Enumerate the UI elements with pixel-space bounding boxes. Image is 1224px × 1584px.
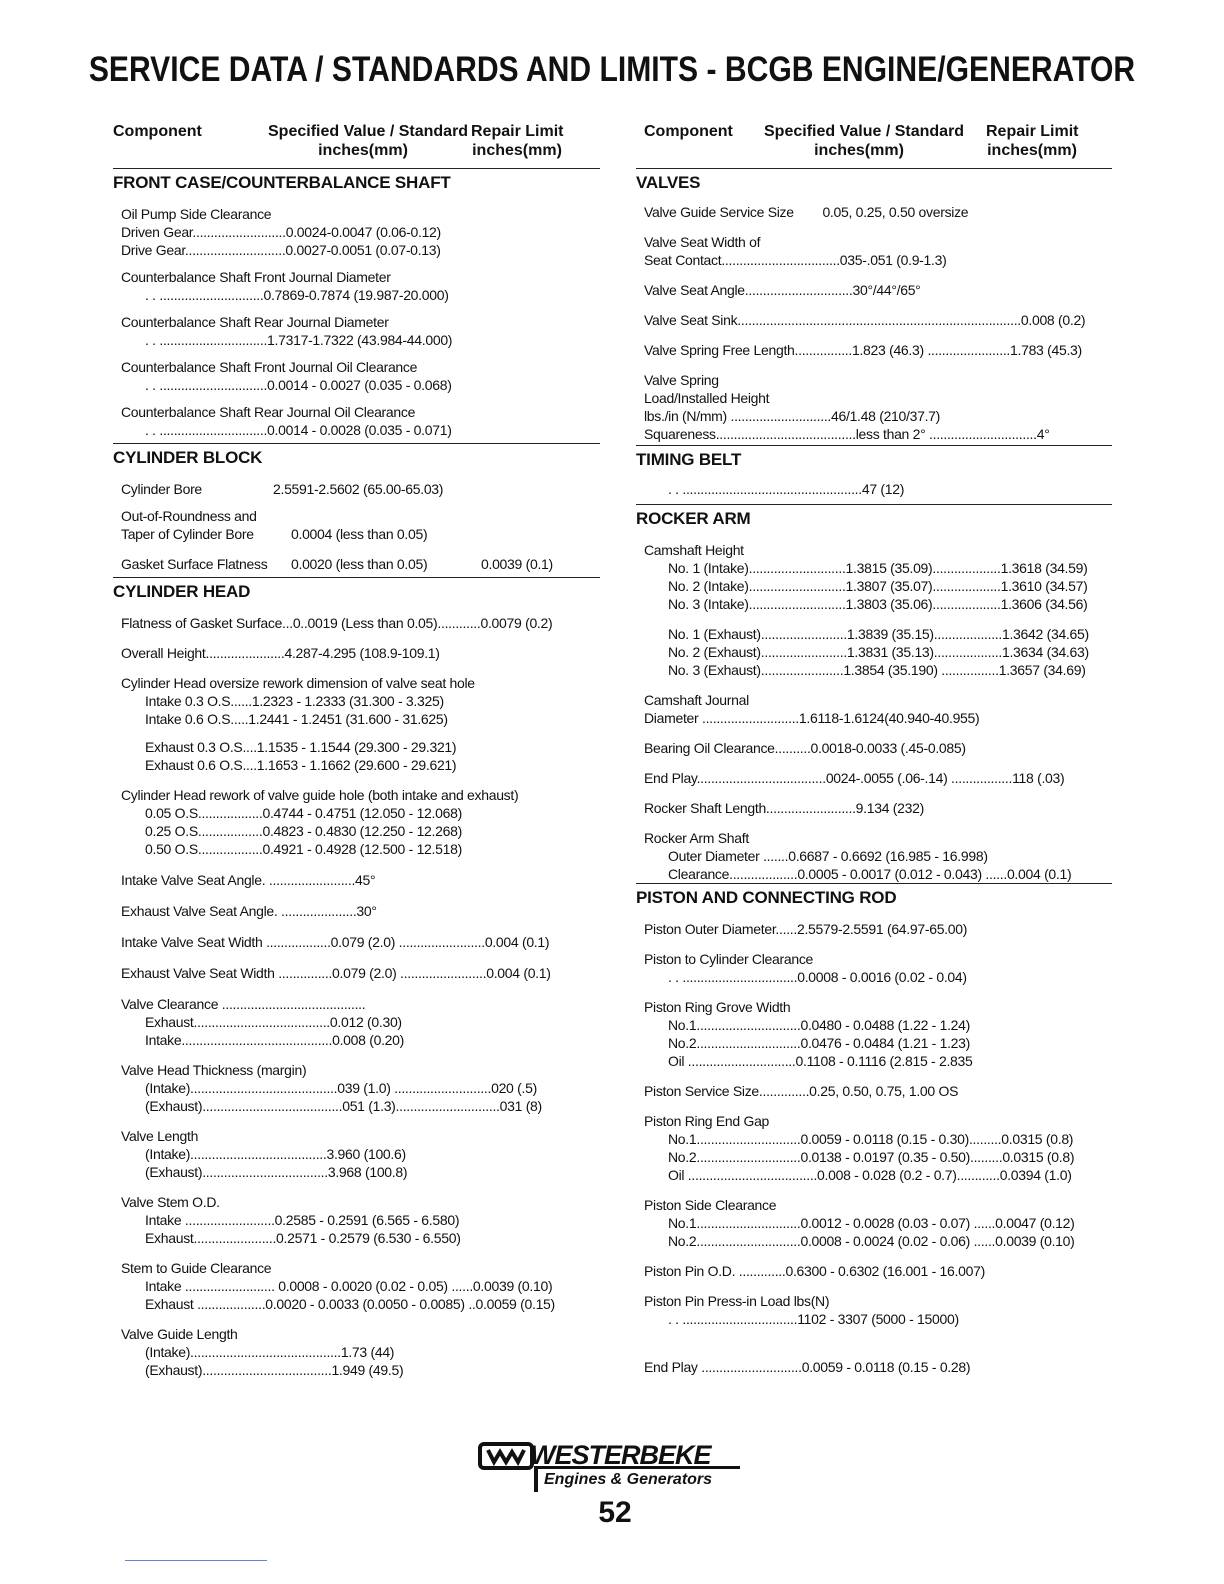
rocker-arm-shaft: Rocker Arm Shaft Outer Diameter .......0.6687 - 0.6692 (16.985 - 16.998) Clearance...................0.0005 - 0.0017 (0.012 - 0.043) ......0.004 (0.1) <box>644 830 1072 882</box>
out-of-roundness: Out-of-Roundness and Taper of Cylinder Bore 0.0004 (less than 0.05) <box>121 508 428 542</box>
brand-name: WESTERBEKE <box>530 1440 711 1470</box>
page-number: 52 <box>598 1496 632 1529</box>
camshaft-height-intake: Camshaft Height No. 1 (Intake)...........................1.3815 (35.09)...................1.3618 (34.59) No. 2 (Intake)...........................1.3807 (35.07)...................1.3610 (34.57) No. 3 (Intake)...........................1.3803 (35.06)...................1.3606 (34.56) <box>644 542 1088 612</box>
right-column-header <box>636 120 1112 169</box>
exhaust-valve-seat-width: Exhaust Valve Seat Width ...............0.079 (2.0) ........................0.004 (0.1) <box>121 965 551 981</box>
piston-side-clearance: Piston Side Clearance No.1.............................0.0012 - 0.0028 (0.03 - 0.07) ......0.0047 (0.12) No.2.............................0.0008 - 0.0024 (0.02 - 0.06) ......0.0039 (0.10) <box>644 1197 1075 1249</box>
piston-pin-od: Piston Pin O.D. .............0.6300 - 0.6302 (16.001 - 16.007) <box>644 1263 985 1279</box>
left-column-header <box>113 120 600 169</box>
piston-end-play: End Play ............................0.0059 - 0.0118 (0.15 - 0.28) <box>644 1359 971 1375</box>
westerbeke-logo <box>478 1440 748 1500</box>
cb-front-journal-oil-clearance: Counterbalance Shaft Front Journal Oil Clearance . . ..............................0.0014 - 0.0027 (0.035 - 0.068) <box>121 359 452 393</box>
valve-guide-length: Valve Guide Length (Intake)..........................................1.73 (44) (Exhaust)....................................1.949 (49.5) <box>121 1326 404 1378</box>
valve-clearance: Valve Clearance ........................................ Exhaust......................................0.012 (0.30) Intake..........................................0.008 (0.20) <box>121 996 404 1048</box>
valve-guide-hole-rework: Cylinder Head rework of valve guide hole (both intake and exhaust) 0.05 O.S..................0.4744 - 0.4751 (12.050 - 12.068) 0.25 O.S..................0.4823 - 0.4830 (12.250 - 12.268) 0.50 O.S..................0.4921 - 0.4928 (12.500 - 12.518) <box>121 787 519 857</box>
intake-valve-seat-angle: Intake Valve Seat Angle. ........................45° <box>121 872 376 888</box>
valve-guide-service-size: Valve Guide Service Size 0.05, 0.25, 0.50 oversize <box>644 204 969 220</box>
section-cylinder-block: CYLINDER BLOCK <box>113 443 600 470</box>
piston-ring-groove-width: Piston Ring Grove Width No.1.............................0.0480 - 0.0488 (1.22 - 1.24) No.2.............................0.0476 - 0.0484 (1.21 - 1.23) Oil ..............................0.1108 - 0.1116 (2.815 - 2.835 <box>644 999 973 1069</box>
cb-rear-journal-diameter: Counterbalance Shaft Rear Journal Diameter . . ..............................1.7317-1.7322 (43.984-44.000) <box>121 314 453 348</box>
section-front-case: FRONT CASE/COUNTERBALANCE SHAFT <box>113 173 451 192</box>
valve-length: Valve Length (Intake)......................................3.960 (100.6) (Exhaust)...................................3.968 (100.8) <box>121 1128 408 1180</box>
cylinder-bore: Cylinder Bore 2.5591-2.5602 (65.00-65.03) <box>121 481 444 497</box>
gasket-surface-flatness: Gasket Surface Flatness 0.0020 (less than 0.05) 0.0039 (0.1) <box>121 556 553 572</box>
valve-spring-free-length: Valve Spring Free Length................1.823 (46.3) .......................1.783 (45.3) <box>644 342 1082 358</box>
oil-pump-side-clearance: Oil Pump Side Clearance Driven Gear..........................0.0024-0.0047 (0.06-0.12) Drive Gear............................0.0027-0.0051 (0.07-0.13) <box>121 206 441 258</box>
left-column <box>113 120 600 1379</box>
specified-header: Specified Value / Standard inches(mm) <box>268 123 469 159</box>
section-timing-belt: TIMING BELT <box>636 445 1112 472</box>
footer-rule <box>125 1560 267 1561</box>
flatness-gasket-surface: Flatness of Gasket Surface...0..0019 (Less than 0.05)............0.0079 (0.2) <box>121 615 553 631</box>
camshaft-height-exhaust: No. 1 (Exhaust)........................1.3839 (35.15)...................1.3642 (34.65) No. 2 (Exhaust)........................1.3831 (35.13)...................1.3634 (34.63) No. 3 (Exhaust).......................1.3854 (35.190) ................1.3657 (34.69) <box>668 626 1089 678</box>
intake-valve-seat-width: Intake Valve Seat Width ..................0.079 (2.0) ........................0.004 (0.1) <box>121 934 550 950</box>
valve-seat-sink: Valve Seat Sink...............................................................................0.008 (0.2) <box>644 312 1086 328</box>
cb-rear-journal-oil-clearance: Counterbalance Shaft Rear Journal Oil Clearance . . ..............................0.0014 - 0.0028 (0.035 - 0.071) <box>121 404 452 438</box>
repair-limit-header: Repair Limit inches(mm) <box>986 123 1079 159</box>
section-cylinder-head: CYLINDER HEAD <box>113 577 600 604</box>
right-column <box>636 120 1112 1376</box>
component-header: Component <box>113 123 202 140</box>
piston-service-size: Piston Service Size..............0.25, 0.50, 0.75, 1.00 OS <box>644 1083 959 1099</box>
valve-seat-hole-rework: Cylinder Head oversize rework dimension of valve seat hole Intake 0.3 O.S......1.2323 - 1.2333 (31.300 - 3.325) Intake 0.6 O.S.....1.2441 - 1.2451 (31.600 - 31.625) Exhaust 0.3 O.S....1.1535 - 1.1544 (29.300 - 29.321) Exhaust 0.6 O.S....1.1653 - 1.1662 (29.600 - 29.621) <box>121 675 475 773</box>
page-title: SERVICE DATA / STANDARDS AND LIMITS - BCGB ENGINE/GENERATOR <box>88 50 1136 89</box>
piston-cylinder-clearance: Piston to Cylinder Clearance . . ................................0.0008 - 0.0016 (0.02 - 0.04) <box>644 951 967 985</box>
repair-limit-header: Repair Limit inches(mm) <box>471 123 564 159</box>
section-piston-rod: PISTON AND CONNECTING ROD <box>636 883 1112 910</box>
rocker-shaft-length: Rocker Shaft Length.........................9.134 (232) <box>644 800 924 816</box>
brand-tagline: Engines & Generators <box>544 1471 713 1488</box>
specified-header: Specified Value / Standard inches(mm) <box>764 123 965 159</box>
timing-belt-value: . . ..................................................47 (12) <box>668 481 905 497</box>
component-header: Component <box>644 123 733 140</box>
piston-pin-press-load: Piston Pin Press-in Load lbs(N) . . ................................1102 - 3307 (5000 - 15000) <box>644 1293 959 1327</box>
piston-ring-end-gap: Piston Ring End Gap No.1.............................0.0059 - 0.0118 (0.15 - 0.30).........0.0315 (0.8) No.2.............................0.0138 - 0.0197 (0.35 - 0.50).........0.0315 (0.8) Oil ....................................0.008 - 0.028 (0.2 - 0.7)............0.0394 (1.0) <box>644 1113 1075 1183</box>
section-rocker-arm: ROCKER ARM <box>636 504 1112 531</box>
cb-front-journal-diameter: Counterbalance Shaft Front Journal Diameter . . .............................0.7869-0.7874 (19.987-20.000) <box>121 269 449 303</box>
section-valves: VALVES <box>636 173 701 192</box>
camshaft-journal: Camshaft Journal Diameter ...........................1.6118-1.6124(40.940-40.955) <box>644 692 980 726</box>
valve-spring: Valve Spring Load/Installed Height lbs./in (N/mm) ............................46/1.48 (210/37.7) Squareness.......................................less than 2° ..............................4° <box>644 372 1050 442</box>
bearing-oil-clearance: Bearing Oil Clearance..........0.0018-0.0033 (.45-0.085) <box>644 740 966 756</box>
valve-stem-od: Valve Stem O.D. Intake .........................0.2585 - 0.2591 (6.565 - 6.580) Exhaust.......................0.2571 - 0.2579 (6.530 - 6.550) <box>121 1194 461 1246</box>
piston-outer-diameter: Piston Outer Diameter......2.5579-2.5591 (64.97-65.00) <box>644 921 968 937</box>
exhaust-valve-seat-angle: Exhaust Valve Seat Angle. .....................30° <box>121 903 377 919</box>
valve-head-thickness: Valve Head Thickness (margin) (Intake).........................................039 (1.0) ...........................020 (.5) (Exhaust).......................................051 (1.3).............................031 (8) <box>121 1062 542 1114</box>
overall-height: Overall Height......................4.287-4.295 (108.9-109.1) <box>121 645 440 661</box>
stem-to-guide-clearance: Stem to Guide Clearance Intake ......................... 0.0008 - 0.0020 (0.02 - 0.05) ......0.0039 (0.10) Exhaust ...................0.0020 - 0.0033 (0.0050 - 0.0085) ..0.0059 (0.15) <box>121 1260 555 1312</box>
valve-seat-angle: Valve Seat Angle..............................30°/44°/65° <box>644 282 921 298</box>
valve-seat-width: Valve Seat Width of Seat Contact.................................035-.051 (0.9-1.3) <box>644 234 947 268</box>
rocker-end-play: End Play....................................0024-.0055 (.06-.14) .................118 (.03) <box>644 770 1065 786</box>
